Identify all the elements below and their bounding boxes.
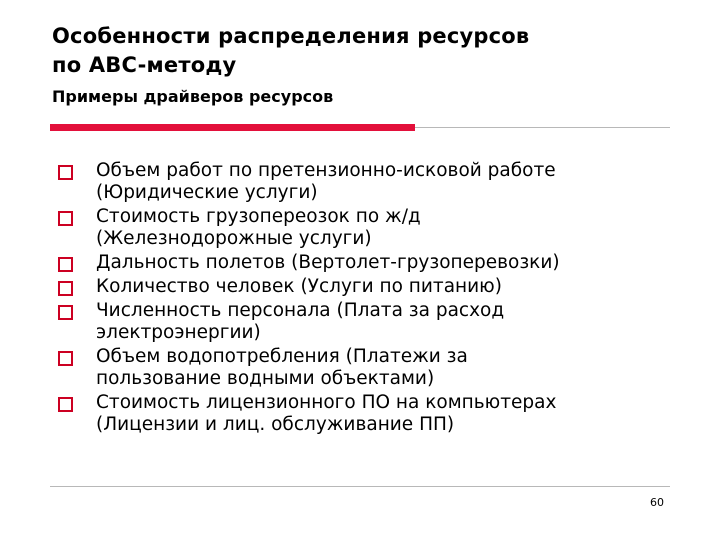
slide-title-line-1: Особенности распределения ресурсов [52, 24, 530, 48]
header-divider-accent [50, 124, 415, 131]
list-item [58, 252, 678, 274]
slide-title [52, 22, 692, 80]
hollow-square-bullet-icon [58, 257, 73, 272]
hollow-square-bullet-icon [58, 397, 73, 412]
hollow-square-bullet-icon [58, 165, 73, 180]
list-item [58, 300, 678, 344]
list-item [58, 346, 678, 390]
footer-divider [50, 486, 670, 487]
bullet-text-line-1: Численность персонала (Плата за расход [96, 300, 505, 321]
list-item [58, 276, 678, 298]
list-item [58, 160, 678, 204]
hollow-square-bullet-icon [58, 281, 73, 296]
bullet-text-line-1: Стоимость грузопереозок по ж/д [96, 206, 421, 227]
bullet-text-line-1: Объем работ по претензионно-исковой работе [96, 160, 556, 181]
slide-title-line-2: по ABC-методу [52, 53, 237, 77]
bullet-text-line-1: Объем водопотребления (Платежи за [96, 346, 468, 367]
hollow-square-bullet-icon [58, 211, 73, 226]
page-number: 60 [650, 496, 664, 509]
hollow-square-bullet-icon [58, 305, 73, 320]
slide-subtitle: Примеры драйверов ресурсов [52, 87, 334, 106]
bullet-text-line-1: Дальность полетов (Вертолет-грузоперевозки) [96, 252, 560, 273]
hollow-square-bullet-icon [58, 351, 73, 366]
bullet-text-line-2: электроэнергии) [96, 322, 261, 343]
bullet-text-line-1: Стоимость лицензионного ПО на компьютерах [96, 392, 557, 413]
bullet-text-line-1: Количество человек (Услуги по питанию) [96, 276, 502, 297]
bullet-text-line-2: (Лицензии и лиц. обслуживание ПП) [96, 414, 455, 435]
list-item [58, 392, 678, 436]
bullet-text-line-2: (Юридические услуги) [96, 182, 318, 203]
bullet-list [58, 160, 678, 438]
bullet-text-line-2: (Железнодорожные услуги) [96, 228, 372, 249]
bullet-text-line-2: пользование водными объектами) [96, 368, 435, 389]
list-item [58, 206, 678, 250]
